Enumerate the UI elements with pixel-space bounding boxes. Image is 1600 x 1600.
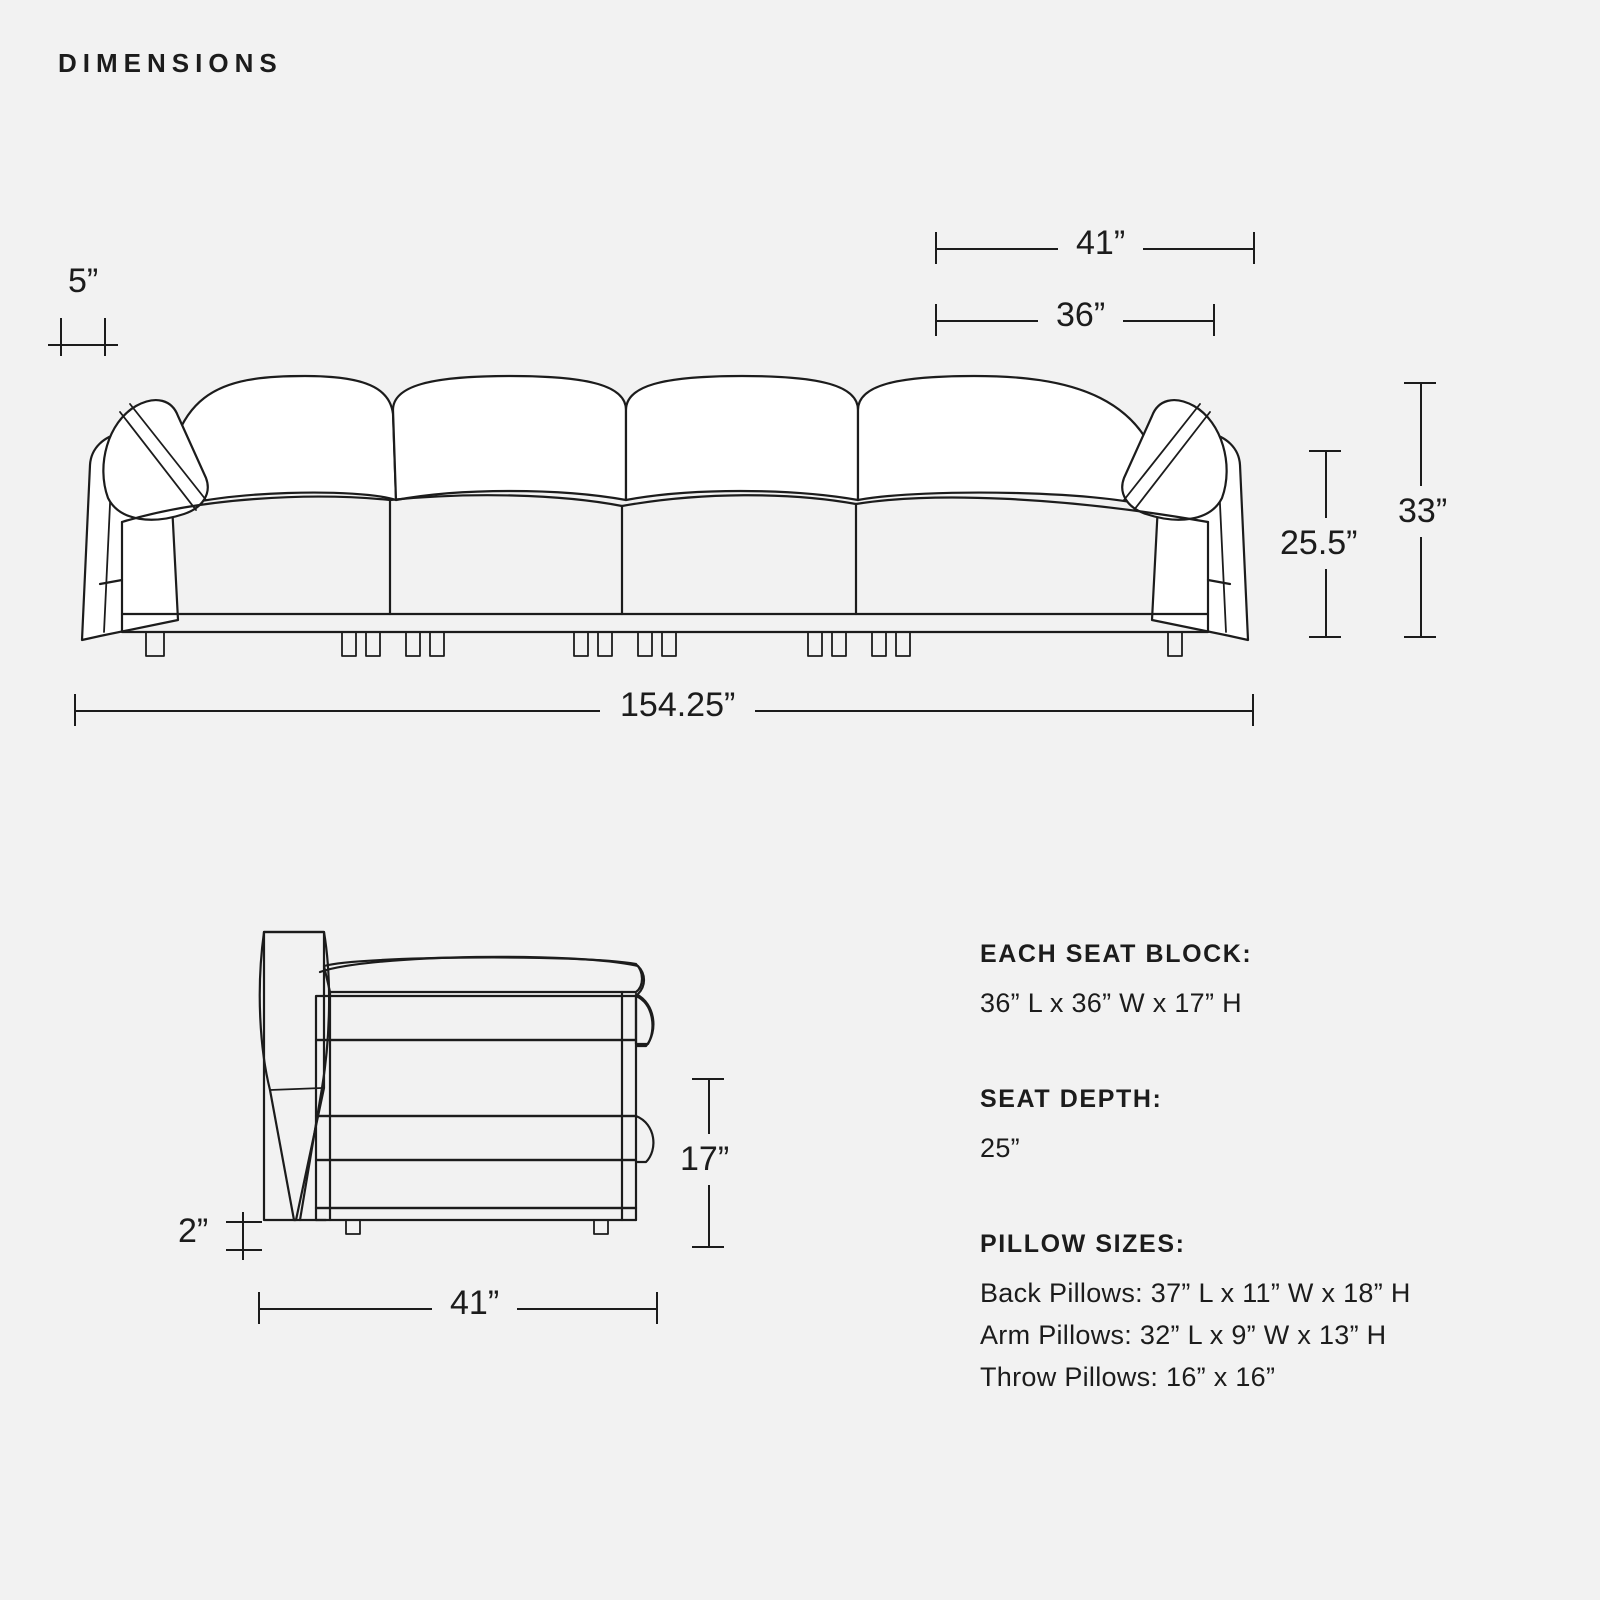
- dim-2-label: 2”: [178, 1212, 209, 1250]
- spec-seat-depth: [980, 1085, 1162, 1170]
- dim-36-label: 36”: [1038, 296, 1123, 335]
- spec-each-seat-block: [980, 940, 1252, 1025]
- spec-pillow-sizes: [980, 1230, 1411, 1399]
- dim-154-25-label: 154.25”: [600, 686, 755, 725]
- spec-line: Throw Pillows: 16” x 16”: [980, 1361, 1276, 1392]
- dim-33-label: 33”: [1394, 486, 1451, 537]
- spec-line: 36” L x 36” W x 17” H: [980, 988, 1242, 1018]
- dim-25-5-label: 25.5”: [1276, 518, 1362, 569]
- spec-heading: SEAT DEPTH:: [980, 1085, 1163, 1113]
- spec-heading: PILLOW SIZES:: [980, 1230, 1186, 1258]
- dim-41-depth-label: 41”: [432, 1284, 517, 1323]
- spec-line: Back Pillows: 37” L x 11” W x 18” H: [980, 1278, 1411, 1308]
- dim-arm-width-label: 5”: [68, 262, 99, 300]
- spec-line: 25”: [980, 1133, 1020, 1163]
- dim-17-label: 17”: [676, 1134, 733, 1185]
- sofa-front-elevation: [60, 370, 1270, 670]
- page-title: DIMENSIONS: [58, 48, 283, 78]
- dim-41-label: 41”: [1058, 224, 1143, 263]
- spec-line: Arm Pillows: 32” L x 9” W x 13” H: [980, 1319, 1387, 1350]
- spec-heading: EACH SEAT BLOCK:: [980, 940, 1253, 968]
- sofa-side-elevation: [250, 920, 680, 1260]
